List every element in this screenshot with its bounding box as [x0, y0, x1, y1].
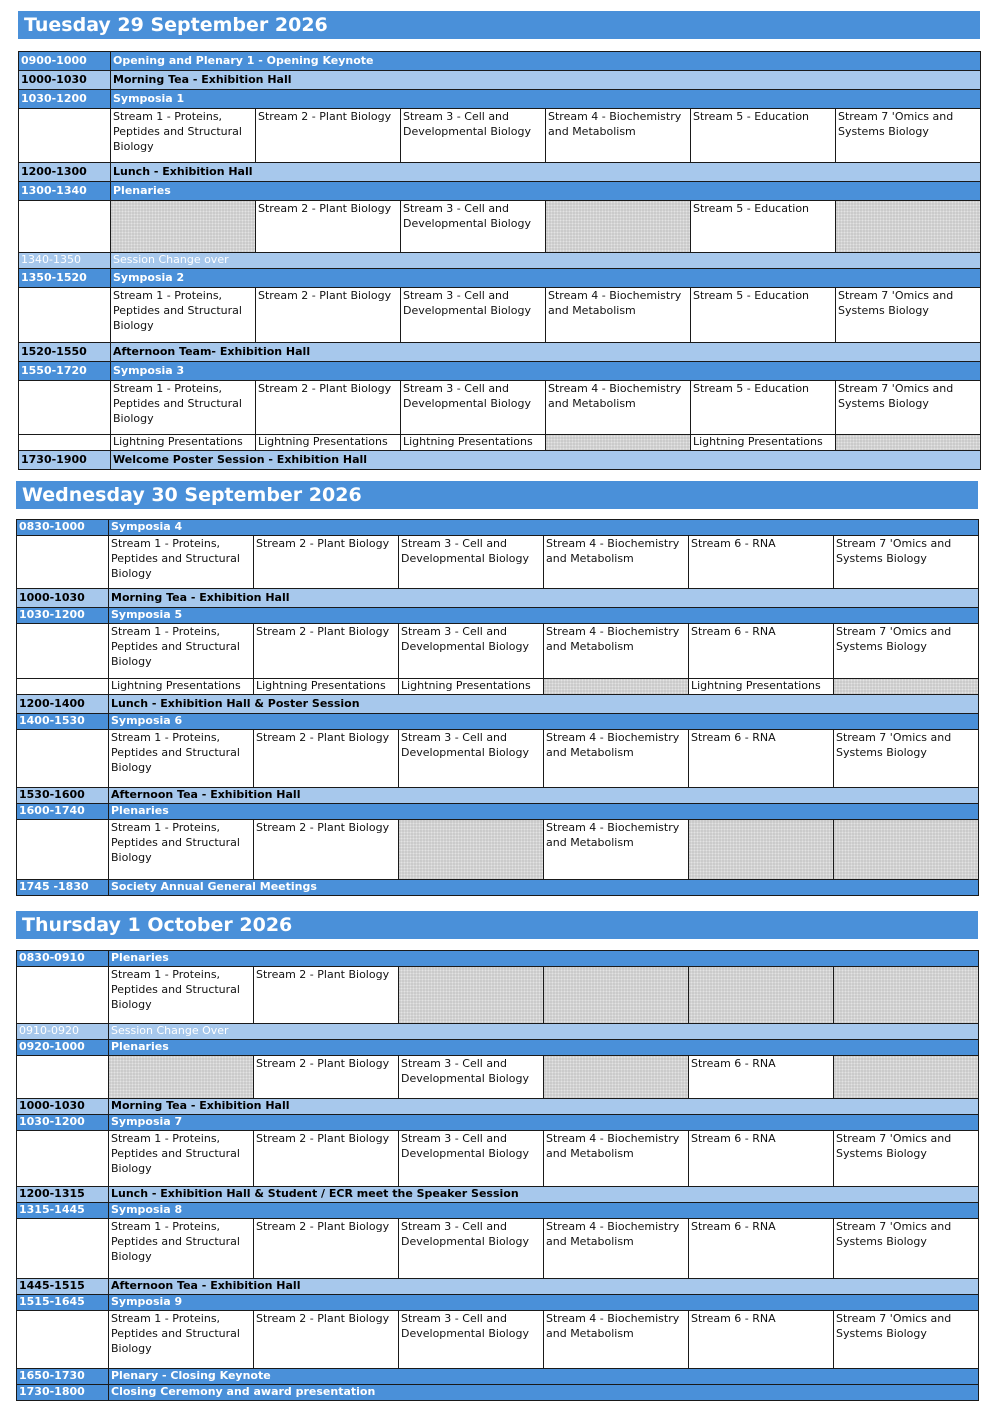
session-label: Morning Tea - Exhibition Hall [111, 71, 981, 90]
unavailable-cell [544, 679, 689, 695]
session-label: Symposia 1 [111, 90, 981, 109]
time-cell: 1730-1800 [17, 1385, 109, 1401]
time-cell: 1000-1030 [19, 71, 111, 90]
empty-cell [17, 820, 109, 880]
schedule-table-thursday [16, 950, 979, 1401]
unavailable-cell [546, 435, 691, 451]
stream-row [19, 288, 981, 343]
lightning-row [19, 435, 981, 451]
lightning-cell: Lightning Presentations [254, 679, 399, 695]
stream-cell: Stream 2 - Plant Biology [254, 967, 399, 1024]
schedule-row [17, 788, 979, 804]
empty-cell [19, 288, 111, 343]
time-cell: 1200-1315 [17, 1187, 109, 1203]
stream-cell: Stream 6 - RNA [689, 1219, 834, 1279]
stream-cell: Stream 5 - Education [691, 381, 836, 435]
time-cell: 1400-1530 [17, 714, 109, 730]
stream-row [17, 1056, 979, 1099]
stream-cell: Stream 2 - Plant Biology [254, 1056, 399, 1099]
stream-row [19, 381, 981, 435]
empty-cell [17, 624, 109, 679]
unavailable-cell [689, 967, 834, 1024]
schedule-row [17, 608, 979, 624]
schedule-row [17, 695, 979, 714]
time-cell: 1530-1600 [17, 788, 109, 804]
session-label: Symposia 9 [109, 1295, 979, 1311]
stream-cell: Stream 3 - Cell and Developmental Biology [399, 730, 544, 788]
stream-row [17, 1219, 979, 1279]
time-cell: 1350-1520 [19, 269, 111, 288]
time-cell: 1650-1730 [17, 1369, 109, 1385]
session-label: Symposia 3 [111, 362, 981, 381]
stream-cell: Stream 4 - Biochemistry and Metabolism [544, 1131, 689, 1187]
stream-cell: Stream 5 - Education [691, 109, 836, 163]
stream-cell: Stream 3 - Cell and Developmental Biology [399, 536, 544, 589]
schedule-table-wednesday [16, 519, 979, 896]
empty-cell [19, 435, 111, 451]
schedule-row [19, 253, 981, 269]
session-label: Lunch - Exhibition Hall & Student / ECR meet the Speaker Session [109, 1187, 979, 1203]
time-cell: 1200-1400 [17, 695, 109, 714]
session-label: Symposia 7 [109, 1115, 979, 1131]
schedule-row [17, 1099, 979, 1115]
stream-cell: Stream 4 - Biochemistry and Metabolism [544, 536, 689, 589]
stream-cell: Stream 4 - Biochemistry and Metabolism [544, 1311, 689, 1369]
time-cell: 1445-1515 [17, 1279, 109, 1295]
schedule-table-tuesday [18, 51, 981, 470]
stream-cell: Stream 2 - Plant Biology [256, 288, 401, 343]
stream-cell: Stream 1 - Proteins, Peptides and Structural Biology [111, 288, 256, 343]
schedule-row [17, 880, 979, 896]
stream-cell: Stream 2 - Plant Biology [254, 1311, 399, 1369]
lightning-cell: Lightning Presentations [689, 679, 834, 695]
unavailable-cell [399, 820, 544, 880]
stream-cell: Stream 1 - Proteins, Peptides and Structural Biology [111, 381, 256, 435]
schedule-row [19, 163, 981, 182]
lightning-cell: Lightning Presentations [399, 679, 544, 695]
stream-cell: Stream 6 - RNA [689, 536, 834, 589]
time-cell: 1745 -1830 [17, 880, 109, 896]
session-label: Plenaries [109, 804, 979, 820]
schedule-row [17, 1295, 979, 1311]
stream-cell: Stream 7 'Omics and Systems Biology [836, 109, 981, 163]
unavailable-cell [834, 967, 979, 1024]
schedule-row [17, 1115, 979, 1131]
stream-cell: Stream 2 - Plant Biology [254, 730, 399, 788]
unavailable-cell [544, 967, 689, 1024]
stream-cell: Stream 1 - Proteins, Peptides and Structural Biology [109, 1131, 254, 1187]
stream-cell: Stream 3 - Cell and Developmental Biology [399, 1056, 544, 1099]
time-cell: 1550-1720 [19, 362, 111, 381]
stream-cell: Stream 4 - Biochemistry and Metabolism [544, 820, 689, 880]
stream-cell: Stream 7 'Omics and Systems Biology [834, 624, 979, 679]
session-label: Morning Tea - Exhibition Hall [109, 589, 979, 608]
unavailable-cell [834, 820, 979, 880]
stream-cell: Stream 2 - Plant Biology [256, 201, 401, 253]
stream-cell: Stream 2 - Plant Biology [254, 820, 399, 880]
lightning-cell: Lightning Presentations [109, 679, 254, 695]
session-label: Session Change over [111, 253, 981, 269]
stream-cell: Stream 1 - Proteins, Peptides and Structural Biology [109, 536, 254, 589]
stream-cell: Stream 6 - RNA [689, 730, 834, 788]
stream-cell: Stream 1 - Proteins, Peptides and Structural Biology [111, 109, 256, 163]
session-label: Symposia 5 [109, 608, 979, 624]
stream-cell: Stream 2 - Plant Biology [254, 1219, 399, 1279]
schedule-row [19, 362, 981, 381]
stream-cell: Stream 1 - Proteins, Peptides and Structural Biology [109, 1311, 254, 1369]
empty-cell [17, 967, 109, 1024]
empty-cell [17, 536, 109, 589]
session-label: Closing Ceremony and award presentation [109, 1385, 979, 1401]
schedule-row [19, 343, 981, 362]
empty-cell [17, 1311, 109, 1369]
session-label: Symposia 6 [109, 714, 979, 730]
stream-cell: Stream 3 - Cell and Developmental Biology [399, 624, 544, 679]
schedule-row [17, 1024, 979, 1040]
session-label: Afternoon Tea - Exhibition Hall [109, 1279, 979, 1295]
unavailable-cell [834, 679, 979, 695]
time-cell: 1000-1030 [17, 1099, 109, 1115]
session-label: Lunch - Exhibition Hall & Poster Session [109, 695, 979, 714]
session-label: Opening and Plenary 1 - Opening Keynote [111, 52, 981, 71]
stream-cell: Stream 2 - Plant Biology [254, 624, 399, 679]
time-cell: 0920-1000 [17, 1040, 109, 1056]
unavailable-cell [109, 1056, 254, 1099]
empty-cell [17, 679, 109, 695]
unavailable-cell [546, 201, 691, 253]
stream-cell: Stream 6 - RNA [689, 1131, 834, 1187]
stream-cell: Stream 7 'Omics and Systems Biology [834, 730, 979, 788]
time-cell: 1030-1200 [17, 608, 109, 624]
time-cell: 1515-1645 [17, 1295, 109, 1311]
stream-cell: Stream 5 - Education [691, 201, 836, 253]
time-cell: 0830-0910 [17, 951, 109, 967]
stream-cell: Stream 1 - Proteins, Peptides and Structural Biology [109, 624, 254, 679]
stream-row [17, 967, 979, 1024]
unavailable-cell [689, 820, 834, 880]
empty-cell [19, 109, 111, 163]
stream-cell: Stream 2 - Plant Biology [254, 1131, 399, 1187]
stream-cell: Stream 7 'Omics and Systems Biology [836, 288, 981, 343]
day-title-thursday: Thursday 1 October 2026 [16, 911, 978, 939]
empty-cell [17, 1131, 109, 1187]
session-label: Symposia 8 [109, 1203, 979, 1219]
empty-cell [19, 381, 111, 435]
unavailable-cell [834, 1056, 979, 1099]
stream-cell: Stream 2 - Plant Biology [254, 536, 399, 589]
empty-cell [17, 1219, 109, 1279]
stream-cell: Stream 4 - Biochemistry and Metabolism [544, 1219, 689, 1279]
session-label: Symposia 2 [111, 269, 981, 288]
schedule-row [17, 1203, 979, 1219]
stream-cell: Stream 6 - RNA [689, 1311, 834, 1369]
stream-cell: Stream 2 - Plant Biology [256, 381, 401, 435]
schedule-row [17, 714, 979, 730]
stream-cell: Stream 4 - Biochemistry and Metabolism [546, 381, 691, 435]
time-cell: 1730-1900 [19, 451, 111, 470]
time-cell: 1030-1200 [17, 1115, 109, 1131]
lightning-cell: Lightning Presentations [691, 435, 836, 451]
schedule-row [17, 1187, 979, 1203]
stream-cell: Stream 1 - Proteins, Peptides and Structural Biology [109, 967, 254, 1024]
schedule-row [17, 1369, 979, 1385]
empty-cell [17, 730, 109, 788]
stream-row [19, 201, 981, 253]
unavailable-cell [836, 435, 981, 451]
stream-cell: Stream 7 'Omics and Systems Biology [836, 381, 981, 435]
stream-cell: Stream 3 - Cell and Developmental Biology [399, 1219, 544, 1279]
schedule-row [19, 52, 981, 71]
unavailable-cell [544, 1056, 689, 1099]
stream-cell: Stream 6 - RNA [689, 1056, 834, 1099]
stream-cell: Stream 1 - Proteins, Peptides and Structural Biology [109, 820, 254, 880]
stream-row [17, 820, 979, 880]
stream-cell: Stream 3 - Cell and Developmental Biology [401, 381, 546, 435]
session-label: Welcome Poster Session - Exhibition Hall [111, 451, 981, 470]
day-title-tuesday: Tuesday 29 September 2026 [18, 11, 980, 39]
stream-cell: Stream 2 - Plant Biology [256, 109, 401, 163]
session-label: Society Annual General Meetings [109, 880, 979, 896]
stream-cell: Stream 3 - Cell and Developmental Biology [399, 1311, 544, 1369]
unavailable-cell [111, 201, 256, 253]
empty-cell [17, 1056, 109, 1099]
time-cell: 1315-1445 [17, 1203, 109, 1219]
stream-cell: Stream 3 - Cell and Developmental Biology [399, 1131, 544, 1187]
session-label: Plenary - Closing Keynote [109, 1369, 979, 1385]
lightning-cell: Lightning Presentations [401, 435, 546, 451]
time-cell: 1030-1200 [19, 90, 111, 109]
stream-cell: Stream 4 - Biochemistry and Metabolism [546, 288, 691, 343]
stream-cell: Stream 3 - Cell and Developmental Biology [401, 201, 546, 253]
lightning-cell: Lightning Presentations [111, 435, 256, 451]
time-cell: 0900-1000 [19, 52, 111, 71]
time-cell: 1520-1550 [19, 343, 111, 362]
schedule-row [17, 804, 979, 820]
session-label: Plenaries [111, 182, 981, 201]
time-cell: 0830-1000 [17, 520, 109, 536]
schedule-row [17, 520, 979, 536]
schedule-row [19, 90, 981, 109]
stream-row [17, 1311, 979, 1369]
stream-cell: Stream 7 'Omics and Systems Biology [834, 536, 979, 589]
stream-cell: Stream 1 - Proteins, Peptides and Structural Biology [109, 730, 254, 788]
stream-cell: Stream 4 - Biochemistry and Metabolism [546, 109, 691, 163]
stream-cell: Stream 4 - Biochemistry and Metabolism [544, 624, 689, 679]
lightning-row [17, 679, 979, 695]
session-label: Plenaries [109, 951, 979, 967]
session-label: Morning Tea - Exhibition Hall [109, 1099, 979, 1115]
stream-row [17, 624, 979, 679]
time-cell: 1000-1030 [17, 589, 109, 608]
schedule-row [19, 182, 981, 201]
stream-cell: Stream 1 - Proteins, Peptides and Structural Biology [109, 1219, 254, 1279]
day-title-wednesday: Wednesday 30 September 2026 [16, 481, 978, 509]
schedule-row [17, 1279, 979, 1295]
stream-cell: Stream 3 - Cell and Developmental Biology [401, 109, 546, 163]
session-label: Session Change Over [109, 1024, 979, 1040]
schedule-row [17, 1385, 979, 1401]
time-cell: 0910-0920 [17, 1024, 109, 1040]
stream-cell: Stream 4 - Biochemistry and Metabolism [544, 730, 689, 788]
schedule-row [17, 589, 979, 608]
session-label: Plenaries [109, 1040, 979, 1056]
time-cell: 1340-1350 [19, 253, 111, 269]
session-label: Afternoon Team- Exhibition Hall [111, 343, 981, 362]
stream-row [17, 730, 979, 788]
stream-cell: Stream 7 'Omics and Systems Biology [834, 1219, 979, 1279]
schedule-row [19, 269, 981, 288]
schedule-row [17, 1040, 979, 1056]
stream-cell: Stream 7 'Omics and Systems Biology [834, 1131, 979, 1187]
schedule-row [19, 451, 981, 470]
stream-row [17, 536, 979, 589]
time-cell: 1200-1300 [19, 163, 111, 182]
lightning-cell: Lightning Presentations [256, 435, 401, 451]
unavailable-cell [836, 201, 981, 253]
session-label: Lunch - Exhibition Hall [111, 163, 981, 182]
session-label: Symposia 4 [109, 520, 979, 536]
time-cell: 1600-1740 [17, 804, 109, 820]
stream-cell: Stream 5 - Education [691, 288, 836, 343]
stream-cell: Stream 3 - Cell and Developmental Biology [401, 288, 546, 343]
stream-row [17, 1131, 979, 1187]
schedule-row [17, 951, 979, 967]
session-label: Afternoon Tea - Exhibition Hall [109, 788, 979, 804]
stream-cell: Stream 7 'Omics and Systems Biology [834, 1311, 979, 1369]
stream-cell: Stream 6 - RNA [689, 624, 834, 679]
unavailable-cell [399, 967, 544, 1024]
schedule-row [19, 71, 981, 90]
time-cell: 1300-1340 [19, 182, 111, 201]
stream-row [19, 109, 981, 163]
empty-cell [19, 201, 111, 253]
